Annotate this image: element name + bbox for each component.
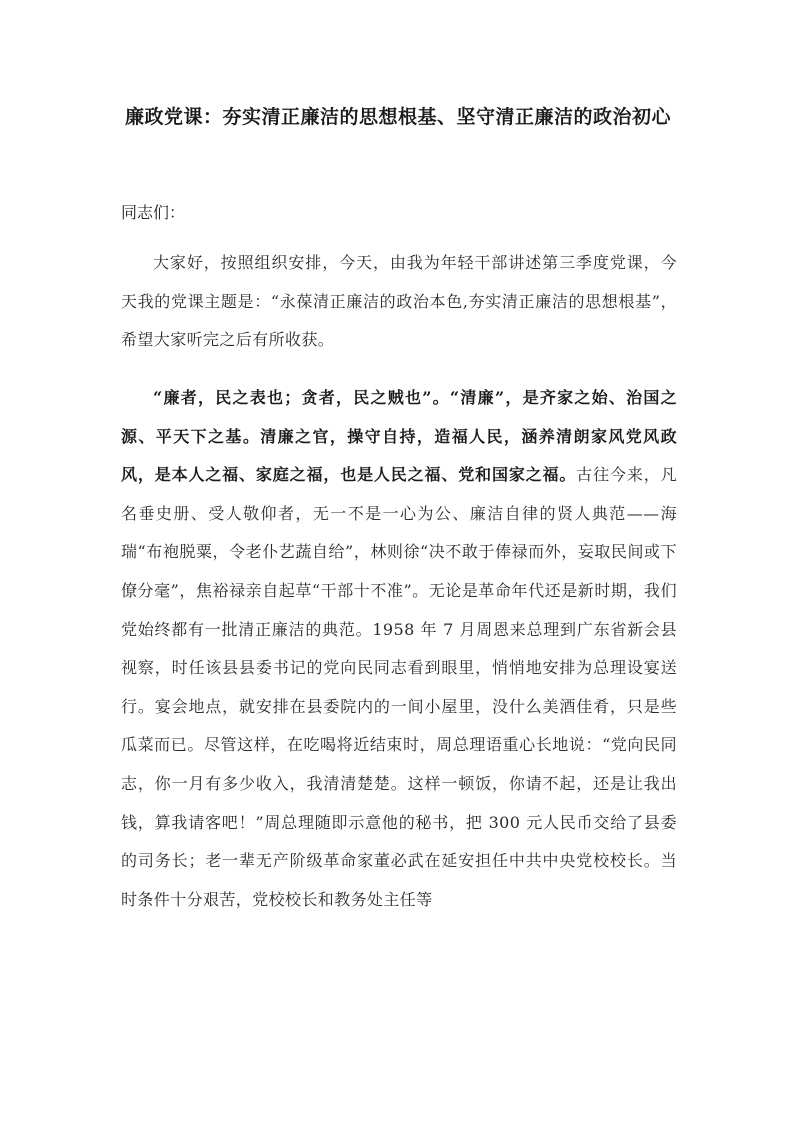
paragraph-intro: 大家好，按照组织安排，今天，由我为年轻干部讲述第三季度党课，今天我的党课主题是：“永葆清正廉洁的政治本色,夯实清正廉洁的思想根基”，希望大家听完之后有所收获。 xyxy=(121,253,677,350)
paragraph-body-text: 古往今来，凡名垂史册、受人敬仰者，无一不是一心为公、廉洁自律的贤人典范——海瑞“布袍脱粟，令老仆艺蔬自给”，林则徐“决不敢于俸禄而外，妄取民间或下僚分毫”，焦裕禄亲自起草“干部十不准”。无论是革命年代还是新时期，我们党始终都有一批清正廉洁的典范。1958 年 7 月周恩来总理到广东省新会县视察，时任该县县委书记的党向民同志看到眼里，悄悄地安排为总理设宴送行。宴会地点，就安排在县委院内的一间小屋里，没什么美酒佳肴，只是些瓜菜而已。尽管这样，在吃喝将近结束时，周总理语重心长地说：“党向民同志，你一月有多少收入，我清清楚楚。这样一顿饭，你请不起，还是让我出钱，算我请客吧！”周总理随即示意他的秘书，把 300 元人民币交给了县委的司务长；老一辈无产阶级革命家董必武在延安担任中共中央党校校长。当时条件十分艰苦，党校校长和教务处主任等 xyxy=(121,465,677,909)
paragraph-bold-lead: “廉者，民之表也；贪者，民之贼也”。“清廉”，是齐家之始、治国之源、平天下之基。清廉之官，操守自持，造福人民，涵养清朗家风党风政风，是本人之福、家庭之福，也是人民之福、党和国家之福。 xyxy=(121,388,677,485)
document-title: 廉政党课：夯实清正廉洁的思想根基、坚守清正廉洁的政治初心 xyxy=(124,106,671,128)
salutation: 同志们： xyxy=(121,203,186,222)
paragraph-body xyxy=(121,379,677,919)
